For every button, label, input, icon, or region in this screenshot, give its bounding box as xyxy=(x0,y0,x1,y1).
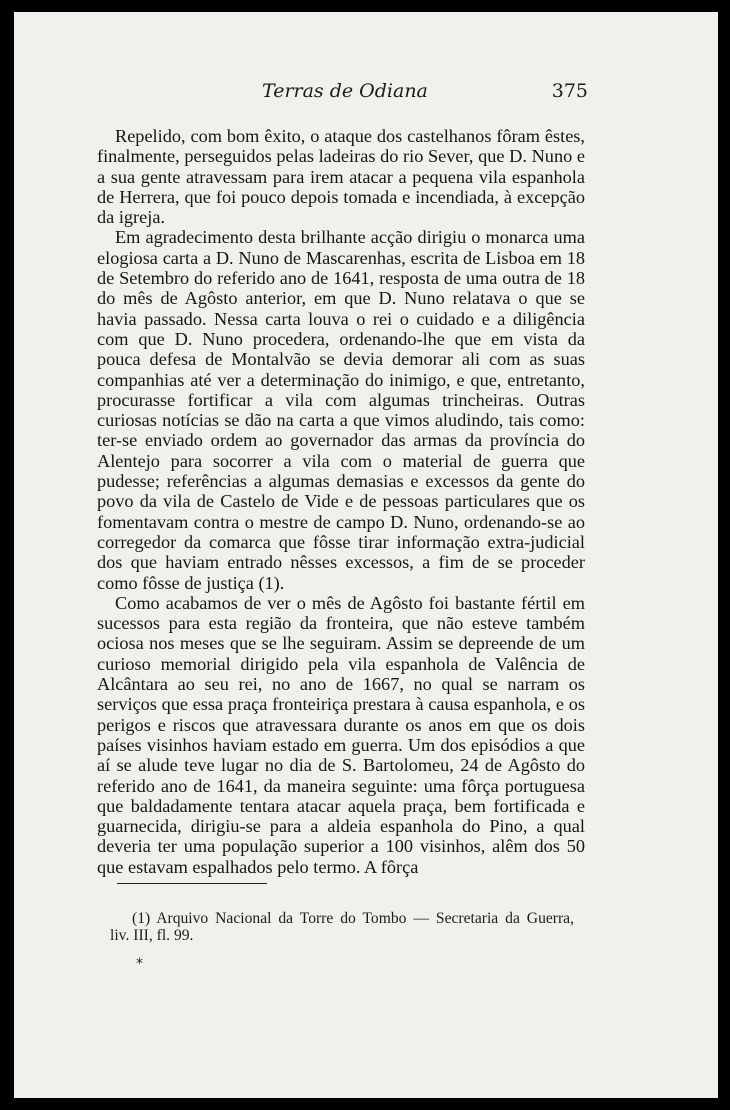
paragraph-2: Em agradecimento desta brilhante acção dirigiu o monarca uma elogiosa carta a D. Nuno de Mascarenhas, escrita de Lisboa em 18 de Setembro do referido ano de 1641, resposta de uma outra de 18 do mês de Agôsto anterior, em que D. Nuno relatava o que se havia passado. Nessa carta louva o rei o cuidado e a diligência com que D. Nuno procedera, ordenando-lhe que em vista da pouca defesa de Montalvão se devia demorar ali com as suas companhias até ver a determinação do inimigo, e que, entretanto, procurasse fortificar a vila com algumas trincheiras. Outras curiosas notícias se dão na carta a que vimos aludindo, tais como: ter-se enviado ordem ao governador das armas da província do Alentejo para socorrer a vila com o material de guerra que pudesse; referências a algumas demasias e excessos da gente do povo da vila de Castelo de Vide e de pessoas particulares que os fomentavam contra o mestre de campo D. Nuno, ordenando-se ao corregedor da comarca que fôsse tirar informação extra-judicial dos que haviam entrado nêsses excessos, a fim de se proceder como fôsse de justiça (1). xyxy=(97,227,585,593)
signature-mark: * xyxy=(136,956,143,972)
paragraph-1: Repelido, com bom êxito, o ataque dos castelhanos fôram êstes, finalmente, perseguidos pelas ladeiras do rio Sever, que D. Nuno e a sua gente atravessam para irem atacar a pequena vila espanhola de Herrera, que foi pouco depois tomada e incendiada, à excepção da igreja. xyxy=(97,126,585,228)
footnote-line-1: (1) Arquivo Nacional da Torre do Tombo — Secretaria da Guerra, xyxy=(132,910,574,927)
scanned-page xyxy=(14,12,718,1098)
footnote-separator xyxy=(117,883,267,884)
body-text xyxy=(97,126,585,877)
footnote-line-2: liv. III, fl. 99. xyxy=(110,927,194,944)
page-number: 375 xyxy=(551,80,588,102)
paragraph-3: Como acabamos de ver o mês de Agôsto foi bastante fértil em sucessos para esta região da fronteira, que não esteve também ociosa nos meses que se lhe seguiram. Assim se depreende de um curioso memorial dirigido pela vila espanhola de Valência de Alcântara ao seu rei, no ano de 1667, no qual se narram os serviços que essa praça fronteiriça prestara à causa espanhola, e os perigos e riscos que atravessara durante os anos em que os dois países visinhos haviam estado em guerra. Um dos episódios a que aí se alude teve lugar no dia de S. Bartolomeu, 24 de Agôsto do referido ano de 1641, da maneira seguinte: uma fôrça portuguesa que baldadamente tentara atacar aquela praça, bem fortificada e guarnecida, dirigiu-se para a aldeia espanhola do Pino, a qual deveria ter uma população superior a 100 visinhos, alêm dos 50 que estavam espalhados pelo termo. A fôrça xyxy=(97,592,585,877)
running-title: Terras de Odiana xyxy=(262,80,428,102)
footnote xyxy=(110,910,574,944)
page-header xyxy=(122,80,588,110)
